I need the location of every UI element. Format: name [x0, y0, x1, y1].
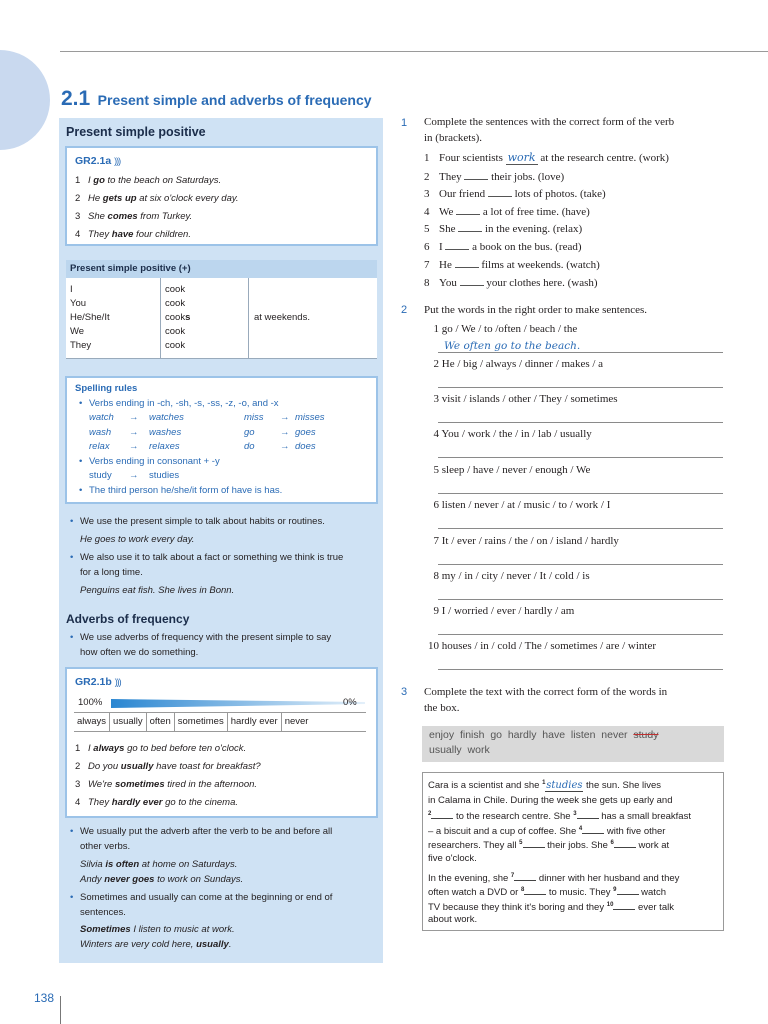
gr21a-code-text: GR2.1a — [75, 155, 112, 167]
verb-cell: cook — [165, 340, 186, 351]
ex1-item: 7 He films at weekends. (watch) — [424, 259, 600, 271]
gr21b-example-2: 2 Do you usually have toast for breakfast? — [75, 761, 261, 772]
adverbs-bullet-1-cont: how often we do something. — [80, 647, 199, 658]
answer-line[interactable] — [438, 352, 723, 353]
use-example-2: Penguins eat fish. She lives in Bonn. — [80, 585, 235, 596]
answer-field[interactable]: work — [506, 151, 538, 165]
ex2-item: 6 listen / never / at / music / to / work / I — [433, 499, 611, 511]
adverbs-bullet-1: • We use adverbs of frequency with the present simple to say — [80, 632, 331, 643]
ps-positive-heading: Present simple positive — [66, 125, 206, 139]
word-box-words — [429, 728, 721, 758]
answer-line[interactable] — [438, 422, 723, 423]
box-word: usually — [429, 744, 462, 756]
gr21b-example-3: 3 We're sometimes tired in the afternoon. — [75, 779, 258, 790]
ex1-item: 2 They their jobs. (love) — [424, 171, 565, 183]
adverbs-bullet-2: • We usually put the adverb after the verb to be and before all — [80, 826, 332, 837]
table-divider — [248, 278, 249, 358]
gr21a-example-4: 4 They have four children. — [75, 229, 191, 240]
subject-cell: You — [70, 298, 87, 309]
subject-cell: I — [70, 284, 73, 295]
table-divider — [160, 278, 161, 358]
use-bullet-2: • We also use it to talk about a fact or something we think is true — [80, 552, 343, 563]
exercise-3-instruction: Complete the text with the correct form of the words in — [424, 686, 668, 698]
page-number-rule — [60, 996, 61, 1024]
ex2-item: 3 visit / islands / other / They / sometimes — [433, 393, 618, 405]
gap-field[interactable] — [614, 838, 636, 848]
spelling-pair-row: study → studies — [89, 470, 180, 481]
section-number: 2.1 — [61, 87, 91, 110]
ex2-item: 10 houses / in / cold / The / sometimes / are / winter — [428, 640, 657, 652]
gr21b-example-4: 4 They hardly ever go to the cinema. — [75, 797, 238, 808]
gr21b-example-1: 1 I always go to bed before ten o'clock. — [75, 743, 247, 754]
spelling-rule-2: • Verbs ending in consonant + -y — [89, 456, 220, 467]
use-example-1: He goes to work every day. — [80, 534, 195, 545]
text-line: five o'clock. — [428, 853, 477, 864]
adverbs-example-1: Silvia is often at home on Saturdays. — [80, 859, 238, 870]
box-word: go — [490, 729, 502, 741]
ex2-item: 9 I / worried / ever / hardly / am — [433, 605, 575, 617]
ex1-item: 5 She in the evening. (relax) — [424, 223, 583, 235]
section-title: Present simple and adverbs of frequency — [97, 92, 372, 108]
ex2-item: 8 my / in / city / never / It / cold / is — [433, 570, 590, 582]
verb-cell: cooks — [165, 312, 191, 323]
ex2-answer-1[interactable]: We often go to the beach. — [444, 340, 581, 352]
gap-field[interactable] — [431, 809, 453, 819]
pct-low: 0% — [343, 697, 357, 708]
answer-line[interactable] — [438, 493, 723, 494]
gr21a-example-1: 1 I go to the beach on Saturdays. — [75, 175, 222, 186]
scale-word: usually — [110, 713, 147, 731]
use-bullet-1: • We use the present simple to talk about habits or routines. — [80, 516, 325, 527]
spelling-title: Spelling rules — [75, 383, 138, 394]
box-word: hardly — [507, 729, 537, 741]
answer-line[interactable] — [438, 387, 723, 388]
answer-field[interactable] — [488, 186, 512, 197]
gr21a-example-3: 3 She comes from Turkey. — [75, 211, 193, 222]
subject-cell: We — [70, 326, 85, 337]
ex1-item: 1 Four scientists work at the research centre. (work) — [424, 151, 669, 164]
audio-icon[interactable]: ))) — [114, 677, 121, 687]
gap-field[interactable] — [617, 885, 639, 895]
ex1-item: 6 I a book on the bus. (read) — [424, 241, 582, 253]
exercise-2-instruction: Put the words in the right order to make sentences. — [424, 304, 648, 316]
adverbs-bullet-3-cont: sentences. — [80, 907, 126, 918]
ex1-item: 8 You your clothes here. (wash) — [424, 277, 598, 289]
answer-line[interactable] — [438, 634, 723, 635]
answer-field[interactable] — [458, 221, 482, 232]
frequency-scale — [74, 712, 366, 732]
ex1-item: 4 We a lot of free time. (have) — [424, 206, 590, 218]
table-heading: Present simple positive (+) — [66, 260, 377, 278]
text-line: about work. — [428, 914, 478, 925]
ex2-item: 2 He / big / always / dinner / makes / a — [433, 358, 604, 370]
scale-word: often — [147, 713, 175, 731]
answer-line[interactable] — [438, 669, 723, 670]
answer-field[interactable] — [464, 169, 488, 180]
section-tab — [0, 50, 50, 150]
box-word: listen — [570, 729, 596, 741]
pct-high: 100% — [78, 697, 103, 708]
adverbs-bullet-3: • Sometimes and usually can come at the beginning or end of — [80, 892, 332, 903]
page-number: 138 — [34, 991, 55, 1005]
gap-field[interactable] — [524, 885, 546, 895]
answer-field[interactable] — [445, 239, 469, 250]
subject-cell: They — [70, 340, 92, 351]
ex2-item: 7 It / ever / rains / the / on / island / hardly — [433, 535, 619, 547]
verb-cell: cook — [165, 326, 186, 337]
gap-field[interactable] — [514, 871, 536, 881]
scale-word: never — [284, 716, 309, 727]
ex2-item: 4 You / work / the / in / lab / usually — [433, 428, 592, 440]
text-line: often watch a DVD or $^8$ to music. They $^9$ watch — [428, 886, 666, 898]
audio-icon[interactable]: ))) — [114, 156, 121, 166]
box-word: work — [467, 744, 490, 756]
text-line: in Calama in Chile. During the week she gets up early and — [428, 795, 673, 806]
text-line: In the evening, she $^7$ dinner with her husband and they — [428, 872, 680, 884]
spelling-rule-1: • Verbs ending in -ch, -sh, -s, -ss, -z, -o, and -x — [89, 398, 279, 409]
text-line: – a biscuit and a cup of coffee. She $^4$ with five other — [428, 825, 666, 837]
exercise-1-number: 1 — [401, 117, 408, 129]
answer-field[interactable] — [460, 275, 484, 286]
gr21b-code-text: GR2.1b — [75, 676, 112, 688]
adverbs-example-2: Andy never goes to work on Sundays. — [80, 874, 244, 885]
header-rule — [60, 51, 768, 52]
box-word-struck: study — [633, 729, 659, 741]
exercise-1-instruction: Complete the sentences with the correct form of the verb — [424, 116, 675, 128]
subject-cell: He/She/It — [70, 312, 110, 323]
ex2-item: 5 sleep / have / never / enough / We — [433, 464, 591, 476]
box-word: finish — [459, 729, 485, 741]
gr21a-code — [75, 155, 120, 167]
adverbs-heading: Adverbs of frequency — [66, 612, 190, 626]
frequency-scale-bar — [77, 697, 365, 709]
gap-field[interactable] — [523, 838, 545, 848]
scale-word: sometimes — [175, 713, 228, 731]
answer-line[interactable] — [438, 457, 723, 458]
adverbs-example-3: Sometimes I listen to music at work. — [80, 924, 235, 935]
answer-field[interactable] — [455, 257, 479, 268]
ps-positive-table — [66, 260, 377, 359]
answer-line[interactable] — [438, 528, 723, 529]
answer-field[interactable] — [456, 204, 480, 215]
verb-cell: cook — [165, 284, 186, 295]
exercise-3-number: 3 — [401, 686, 408, 698]
spelling-pair-row: watch → watches miss → misses — [89, 412, 325, 423]
exercise-3-instruction-cont: the box. — [424, 702, 460, 714]
scale-word: always — [74, 713, 110, 731]
box-word: enjoy — [429, 729, 455, 741]
gap-field[interactable] — [582, 824, 604, 834]
gap-field[interactable] — [577, 809, 599, 819]
text-line: TV because they think it's boring and they $^{10}$ ever talk — [428, 901, 674, 913]
use-bullet-2-cont: for a long time. — [80, 567, 143, 578]
adverbs-bullet-2-cont: other verbs. — [80, 841, 131, 852]
adverbs-example-4: Winters are very cold here, usually. — [80, 939, 232, 950]
box-word: never — [601, 729, 628, 741]
answer-line[interactable] — [438, 564, 723, 565]
spelling-rule-3: • The third person he/she/it form of have is has. — [89, 485, 282, 496]
exercise-2-number: 2 — [401, 304, 408, 316]
spelling-pair-row: relax → relaxes do → does — [89, 441, 316, 452]
gap-answer[interactable]: studies — [546, 780, 583, 792]
page-title — [61, 87, 372, 111]
gap-field[interactable] — [613, 900, 635, 910]
answer-line[interactable] — [438, 599, 723, 600]
table-body — [66, 278, 377, 359]
box-word: have — [542, 729, 566, 741]
text-line: $^2$ to the research centre. She $^3$ has a small breakfast — [428, 810, 691, 822]
gr21a-example-2: 2 He gets up at six o'clock every day. — [75, 193, 239, 204]
ex1-item: 3 Our friend lots of photos. (take) — [424, 188, 606, 200]
text-line: Cara is a scientist and she $^1$studies the sun. She lives — [428, 780, 662, 792]
scale-word: hardly ever — [228, 713, 282, 731]
ex2-item: 1 go / We / to /often / beach / the — [433, 323, 578, 335]
time-cell: at weekends. — [254, 312, 310, 323]
verb-cell: cook — [165, 298, 186, 309]
exercise-1-instruction-cont: in (brackets). — [424, 132, 483, 144]
spelling-pair-row: wash → washes go → goes — [89, 427, 316, 438]
text-line: researchers. They all $^5$ their jobs. She $^6$ work at — [428, 839, 670, 851]
gr21b-code — [75, 676, 121, 688]
